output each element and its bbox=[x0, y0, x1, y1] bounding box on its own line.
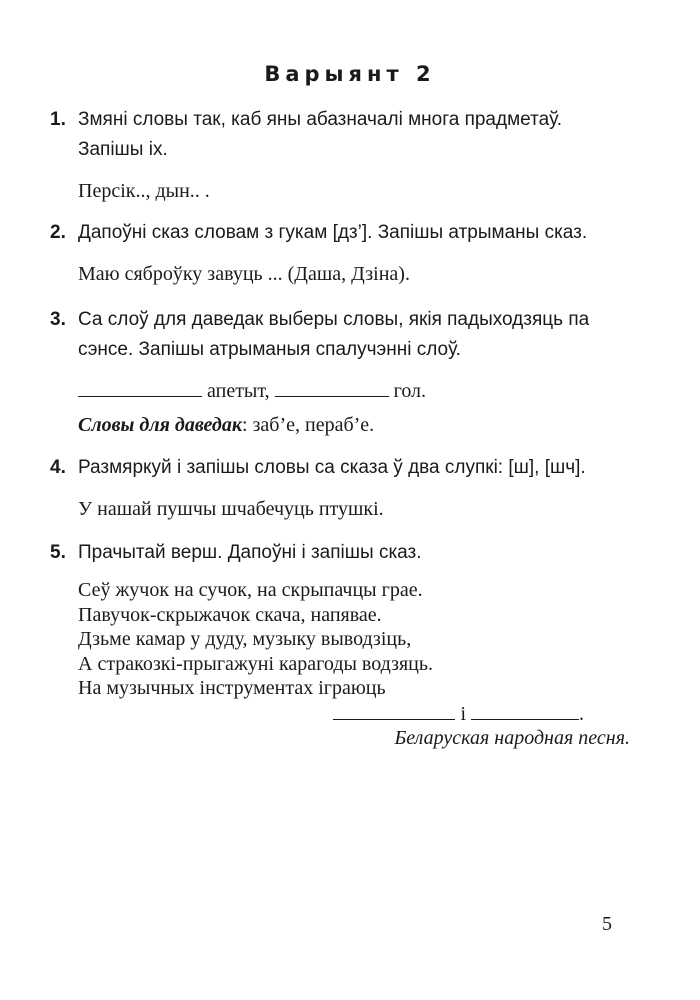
page-number: 5 bbox=[602, 913, 612, 935]
phrase-text: гол. bbox=[393, 380, 427, 402]
task-text: Персік.., дын.. . bbox=[78, 180, 210, 202]
answer-blank bbox=[78, 378, 202, 397]
helper-label: Словы для даведак bbox=[78, 414, 242, 436]
task-1 bbox=[50, 105, 630, 205]
task-instruction: Са слоў для даведак выберы словы, якія падыходзяць па сэнсе. Запішы атрыманыя спалучэнні слоў. bbox=[78, 309, 590, 360]
end-punctuation: . bbox=[579, 702, 584, 725]
answer-blank bbox=[471, 701, 579, 720]
task-number: 1. bbox=[50, 109, 66, 130]
task-instruction: Змяні словы так, каб яны абазначалі многа прадметаў. Запішы іх. bbox=[78, 109, 563, 160]
poem-fill-line bbox=[78, 701, 630, 727]
fill-in-line bbox=[50, 377, 630, 405]
task-instruction: Размяркуй і запішы словы са сказа ў два слупкі: [ш], [шч]. bbox=[78, 457, 586, 478]
phrase-text: апетыт, bbox=[207, 380, 270, 402]
task-number: 2. bbox=[50, 222, 66, 243]
poem-line: Павучок-скрыжачок скача, напявае. bbox=[78, 603, 382, 626]
helper-words bbox=[50, 411, 630, 439]
helper-list: : заб’е, пераб’е. bbox=[241, 414, 375, 436]
connector-word: і bbox=[460, 702, 466, 725]
task-instruction: Прачытай верш. Дапоўні і запішы сказ. bbox=[78, 542, 422, 563]
task-2 bbox=[50, 218, 630, 288]
answer-blank bbox=[275, 378, 389, 397]
poem-source: Беларуская народная песня. bbox=[394, 727, 630, 749]
task-number: 3. bbox=[50, 309, 66, 330]
task-text: Маю сяброўку завуць ... (Даша, Дзіна). bbox=[78, 263, 410, 285]
poem-line: А стракозкі-прыгажуні карагоды водзяць. bbox=[78, 652, 433, 675]
variant-title: Варыянт 2 bbox=[264, 62, 436, 86]
task-text: У нашай пушчы шчабечуць птушкі. bbox=[78, 498, 384, 520]
task-number: 4. bbox=[50, 457, 66, 478]
poem bbox=[50, 578, 630, 751]
poem-line: Дзьме камар у дуду, музыку выводзіць, bbox=[78, 628, 412, 650]
task-5 bbox=[50, 538, 630, 751]
task-3 bbox=[50, 305, 630, 439]
answer-blank bbox=[333, 701, 455, 720]
task-number: 5. bbox=[50, 542, 66, 563]
poem-line: На музычных інструментах іграюць bbox=[78, 677, 386, 699]
task-4 bbox=[50, 453, 630, 523]
task-instruction: Дапоўні сказ словам з гукам [дз’]. Запішы атрыманы сказ. bbox=[78, 222, 588, 243]
poem-line: Сеў жучок на сучок, на скрыпачцы грае. bbox=[78, 579, 423, 601]
